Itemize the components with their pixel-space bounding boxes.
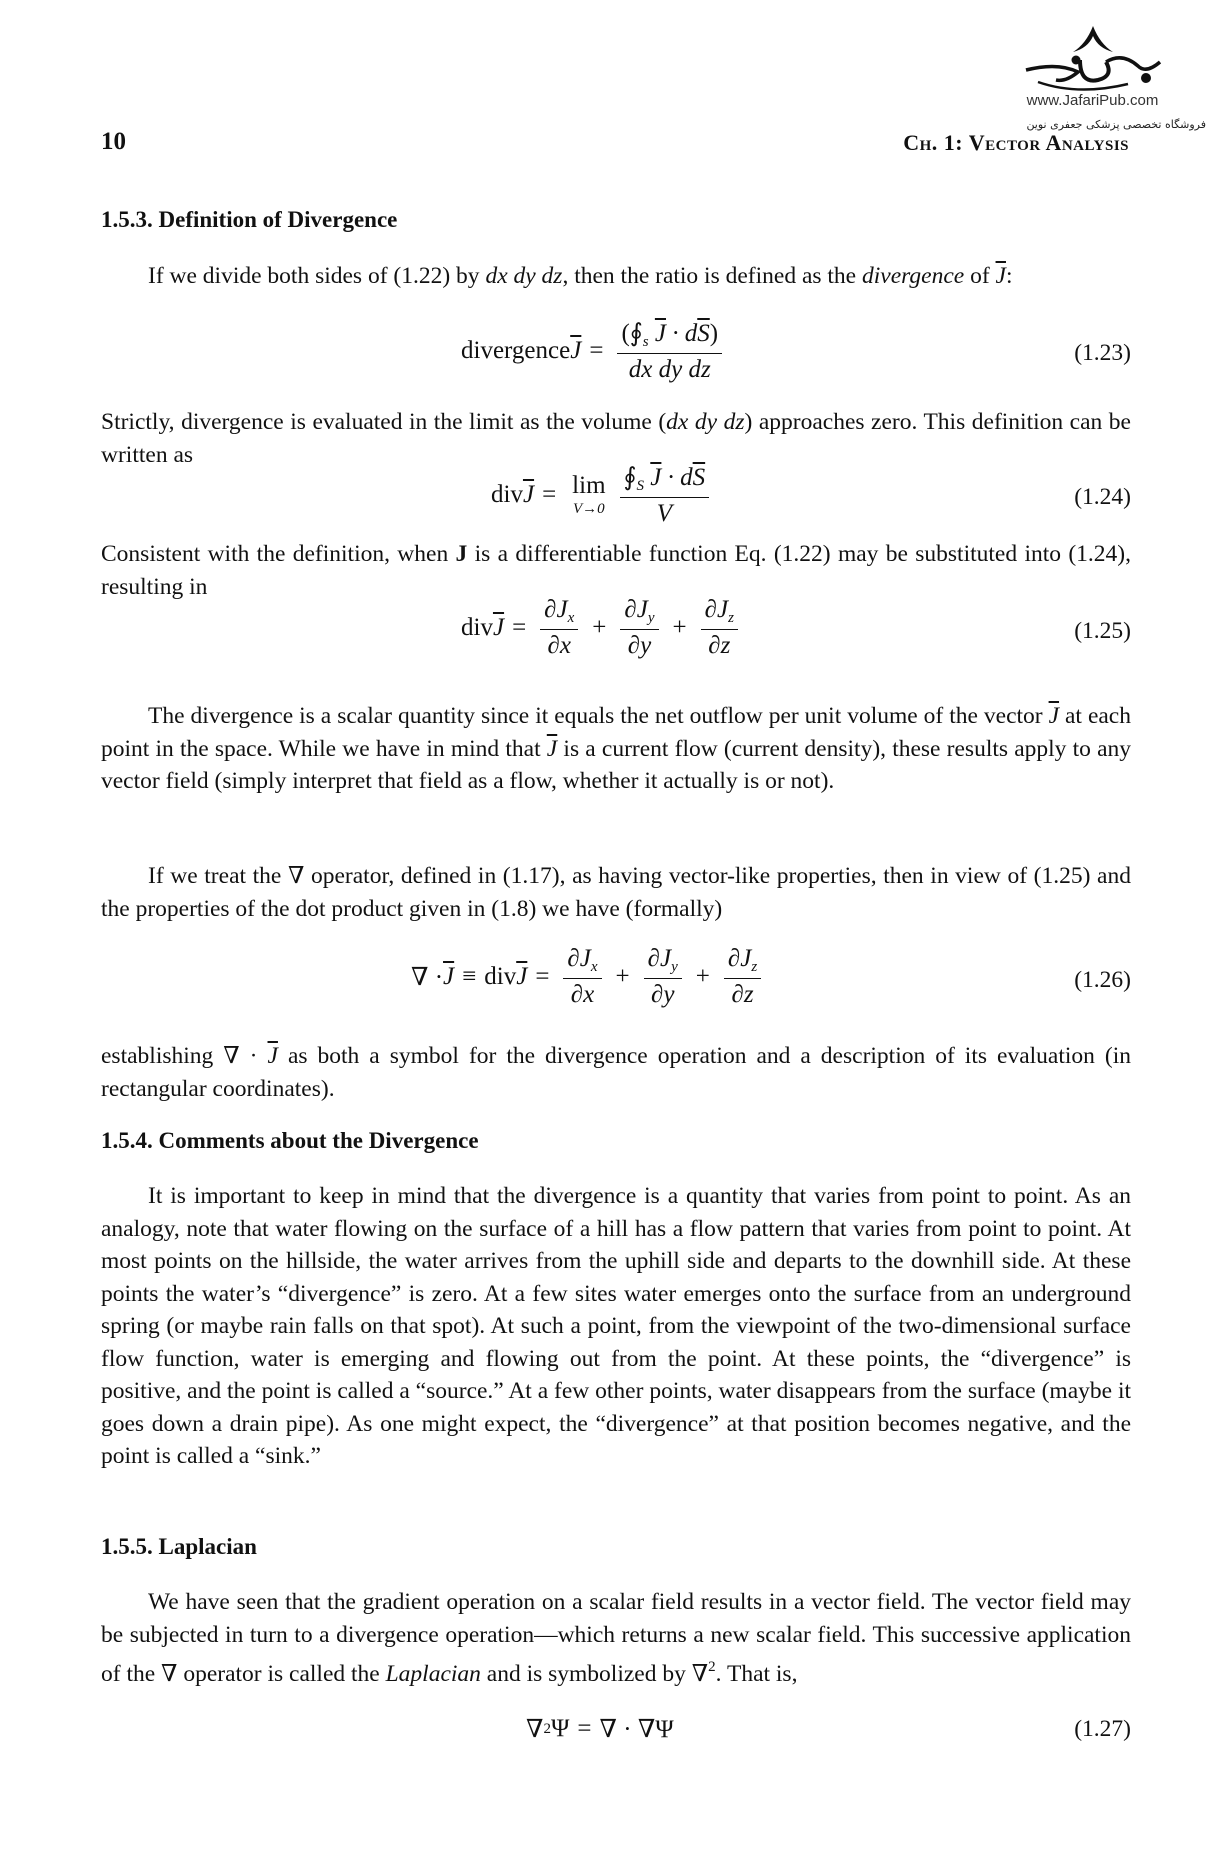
equation-number: (1.23): [1074, 340, 1131, 366]
publisher-url: www.JafariPub.com: [1026, 92, 1159, 109]
equation-number: (1.25): [1074, 618, 1131, 644]
running-head: Ch. 1: Vector Analysis: [903, 130, 1129, 155]
paragraph: We have seen that the gradient operation on a scalar field results in a vector field. The vector field may be subjected in turn to a divergence operation—which returns a new scalar field. This successive application of the ∇ operator is called the Laplacian and is symbolized by ∇$^2$. That is,: [101, 1589, 1131, 1687]
paragraph: The divergence is a scalar quantity since it equals the net outflow per unit volume of the vector $\overline{J}$ at each point in the space. While we have in mind that $\overline{J}$ is a current flow (current density), these results apply to any vector field (simply interpret that field as a flow, whether it actually is or not).: [101, 703, 1131, 794]
paragraph: Strictly, divergence is evaluated in the limit as the volume (dx dy dz) approaches zero. This definition can be written as: [101, 409, 1131, 468]
equation-1-27: ∇ 2 Ψ = ∇ · ∇Ψ (1.27): [526, 1715, 1131, 1743]
equation-1-26: ∇ · $\overline{J}$ ≡ div $\overline{J}$ = $\frac{\partial J_x}{\partial x}$ + $\frac{\partial J_y}{\partial y}$ + $\frac{\partial J_z}{\partial z}$ (1.26): [411, 945, 1131, 1008]
publisher-tagline: فروشگاه تخصصی پزشکی جعفری نوین: [1026, 118, 1206, 131]
equation-1-23: divergence $\overline{J}$ = $\frac{(∮_s \overline{J} \cdot d\overline{S})}{\text{dx dy dz}}$ (1.23): [461, 320, 1131, 383]
paragraph: It is important to keep in mind that the divergence is a quantity that varies from point to point. As an analogy, note that water flowing on the surface of a hill has a flow pattern that varies from point to point. At most points on the hillside, the water arrives from the uphill side and departs to the downhill side. At these points the water’s “divergence” is zero. At a few sites water emerges onto the surface from an underground spring (or maybe rain falls on that spot). At such a point, from the viewpoint of the two-dimensional surface flow function, water is emerging and flowing out from the point. At these points, the “divergence” is positive, and the point is called a “source.” At a few other points, water disappears from the surface (maybe it goes down a drain pipe). As one might expect, the “divergence” at that position becomes negative, and the point is called a “sink.”: [101, 1183, 1131, 1469]
section-heading-1-5-5: 1.5.5. Laplacian: [101, 1534, 257, 1559]
paragraph: Consistent with the definition, when J is a differentiable function Eq. (1.22) may be substituted into (1.24), resulting in: [101, 541, 1131, 600]
section-heading-1-5-3: 1.5.3. Definition of Divergence: [101, 207, 398, 232]
jafaripub-logo-icon: [1018, 22, 1168, 97]
page-number: 10: [101, 128, 126, 155]
equation-1-25: div $\overline{J}$ = $\frac{\partial J_x}{\partial x}$ + $\frac{\partial J_y}{\partial y}$ + $\frac{\partial J_z}{\partial z}$ (1.25): [461, 596, 1131, 659]
section-heading-1-5-4: 1.5.4. Comments about the Divergence: [101, 1128, 479, 1153]
paragraph: If we treat the ∇ operator, defined in (1.17), as having vector-like properties, then in view of (1.25) and the properties of the dot product given in (1.8) we have (formally): [101, 863, 1131, 922]
equation-number: (1.24): [1074, 484, 1131, 510]
equation-number: (1.26): [1074, 967, 1131, 993]
equation-1-24: div $\overline{J}$ = lim V→0 $\frac{∮_S \overline{J} \cdot d\overline{S}}{V}$ (1.24): [491, 464, 1131, 527]
equation-number: (1.27): [1074, 1716, 1131, 1742]
paragraph: establishing ∇ · $\overline{J}$ as both a symbol for the divergence operation and a description of its evaluation (in rectangular coordinates).: [101, 1043, 1131, 1102]
paragraph: If we divide both sides of (1.22) by dx dy dz, then the ratio is defined as the divergence of $\overline{J}$:: [148, 263, 1013, 289]
